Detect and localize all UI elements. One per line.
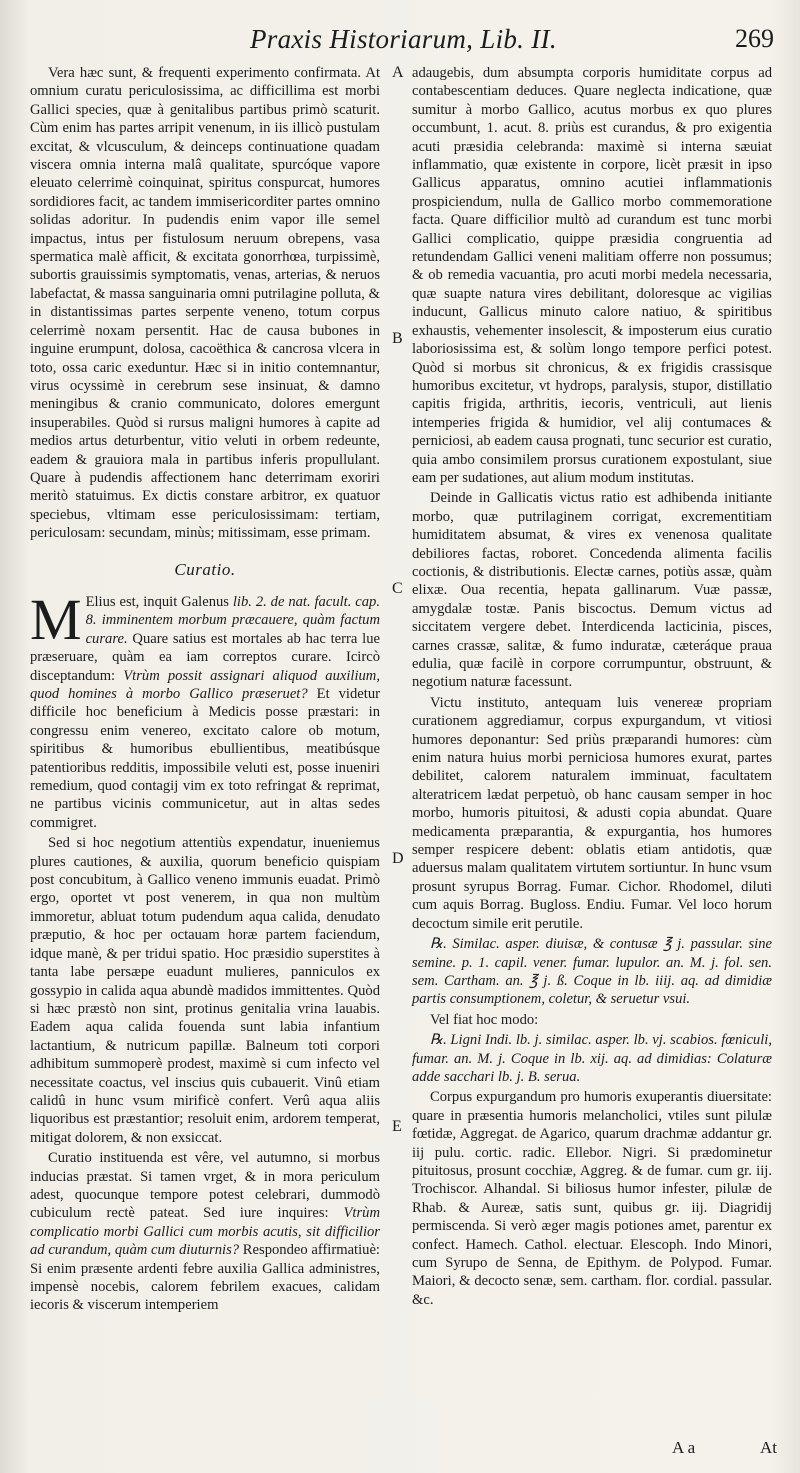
paragraph-curatio-intro — [30, 586, 380, 832]
margin-letter-d: D — [392, 850, 404, 867]
left-column — [30, 64, 380, 1317]
question: Vtrùm possit assignari aliquod auxilium, quod homines à morbo Gallico præseruet? — [30, 667, 380, 702]
paragraph-species: Vera hæc sunt, & frequenti experimento confirmata. At omnium curatu periculosissima, ac difficillima est morbi Gallici species, quæ à genitalibus partibus primò scaturit. Cùm enim has partes arripit venenum, in iis illicò pustulam excitat, & vlcusculum, & deinceps continuatione quadam viscera omnia interna malâ qualitate, spurcóque vapore eleuato celerrimè coinquinat, spiritus conspurcat, humores sordidiores facit, ac tandem immisericorditer partes omnino solidas adoritur. In pudendis enim vapor ille semel impactus, intus per fistulosum neruum obrepens, vasa spermatica malè afficit, & excitata gonorrhœa, turpissimè, subortis grauissimis symptomatis, venas, arterias, & neruos labefactat, & massa sanguinaria omni putrilagine polluta, & in distantissimas partes serpente veneno, totum corpus celerrimè noxam persentit. Hac de causa bubones in inguine erumpunt, dolosa, cacoëthica & cancrosa vlcera in toto, ossa caric exeduntur. Hæc si in initio contemnantur, virus ocyssimè in cerebrum sese insinuat, & damno meningibus & cranio communicato, dolores emergunt insuperabiles. Quòd si rursus maligni humores à capite ad medios artus deturbentur, vitio veluti in orbem redeunte, eadem & grauiora mala in partibus inferis propullulant. Quare à pudendis affectionem hanc deterrimam exoriri meritò statuimus. Ex dictis constare arbitror, ex quatuor speciebus, vltimam esse periculosissimam: tertiam, periculosam: secundam, minùs; mitissimam, esse primam. — [30, 65, 380, 542]
paragraph-timing — [30, 1149, 380, 1315]
text-segment: Et videtur difficile hoc beneficium à Medicis posse præstari: in congressu enim venereo, excitato calore ob motum, spiritibus & humoribus ebullientibus, meatibúsque patentioribus redditis, impossibile veluti est, posse inueniri remedium, quod contagij vim ex toto refringat & reprimat, ne partibus vicinis communicetur, aut in altas sedes commigret. — [30, 686, 380, 831]
paragraph-diet: Deinde in Gallicatis victus ratio est adhibenda initiante morbo, quæ putrilaginem corrigat, excrementitiam humiditatem absumat, & vires ex venenosa qualitate debiliores factas, roboret. Concedenda alimenta facilis coctionis, & distributionis. Electæ carnes, potiùs assæ, quàm elixæ. Oua recentia, hepata gallinarum. Vuæ passæ, amygdalæ tostæ. Panis biscoctus. Demum victus ad siccitatem vergere debet. Interdicenda lacticinia, pisces, carnes crassæ, salitæ, & fumo induratæ, cæteráque praua edulia, quæ facilè in corpore corrumpuntur, obstruunt, & negotium naturæ facessunt. — [412, 490, 772, 691]
text-segment: Elius est, inquit Galenus — [85, 593, 229, 610]
paragraph-prophylaxis: Sed si hoc negotium attentiùs expendatur, inueniemus plures cautiones, & auxilia, quorum beneficio quispiam post concubitum, à Gallico veneno immunis euadat. Primò ergo, oportet vt post venerem, in qua non multùm immoretur, abluat totum pudendum aqua calida, denudato præputio, & hoc per octauam horæ partem faciendum, idque manè, & per tridui spatio. Hoc præsidio superstites à tanta labe persæpe euadunt mulieres, panniculos ex gossypio in calida aqua abundè madidos immittentes. Quòd si hæc præstò non sint, protinus genitalia vrina lauabis. Eadem aqua calida fouenda sunt labia infantium lactantium, & nutricum papillæ. Balneum toti corpori adhibitum summoperè prodest, maximè si cum infecto vel necessitate coactus, vel inscius quis cubauerit. Vinû etiam calidû in hunc vsum mirificè confert. Verû aqua aliis liquoribus est præstantior; resoluit enim, ardorem temperat, mitigat dolorem, & non exsiccat. — [30, 835, 380, 1146]
catchword: At — [760, 1438, 777, 1457]
recipe-intro: Vel fiat hoc modo: — [430, 1011, 539, 1028]
citation: lib. 2. de nat. facult. cap. 8. imminentem morbum præcauere, quàm factum curare. — [85, 593, 380, 647]
margin-letter-c: C — [392, 580, 403, 597]
recipe-decoction-2: ℞. Ligni Indi. lb. j. similac. asper. lb. vj. scabios. fœniculi, fumar. an. M. j. Coque in lb. xij. aq. ad dimidias: Colaturæ adde sacchari lb. j. B. serua. — [412, 1032, 772, 1085]
page-number: 269 — [735, 24, 774, 53]
paragraph-purgation: Corpus expurgandum pro humoris exuperantis diuersitate: quare in præsentia humoris melancholici, vtiles sunt pilulæ fœtidæ, Aggregat. de Agarico, quarum drachmæ addantur gr. iij pulu. cortic. radic. Ellebor. Nigri. Si prædominetur pituitosus, prosunt cocchiæ, Aggreg. & de fumar. cum gr. iij. Trochiscor. Alhandal. Si biliosus humor infester, pilulæ de Rhab. & Aureæ, satis sunt, quibus gr. iij. Diagridij permiscenda. Si verò æger magis potiones amet, parentur ex confect. Hamech. Cathol. electuar. Elescoph. Indo Minori, cum Syrupo de Senna, de Epithym. de Polypod. Fumar. Maiori, & decocto senæ, sem. cartham. flor. cordial. passular. &c. — [412, 1089, 772, 1308]
text-segment: Curatio instituenda est vêre, vel autumno, si morbus inducias præstat. Si tamen vrget, & in mora periculum adest, quocunque tempore potest celebrari, dummodò cubiculum rectè pateat. Sed iure inquires: — [30, 1150, 380, 1222]
section-heading-curatio: Curatio. — [174, 559, 236, 579]
recipe-decoction-1: ℞. Similac. asper. diuisæ, & contusæ ℥ j. passular. sine semine. p. 1. capil. vener. fumar. lupulor. an. M. j. fol. sen. sem. Cartham. an. ℥ j. ß. Coque in lb. iiij. aq. ad dimidiæ partis consumptionem, coletur, & seruetur vsui. — [412, 936, 772, 1008]
running-title: Praxis Historiarum, Lib. II. — [250, 24, 557, 54]
page-header — [0, 18, 800, 58]
text-segment: Respondeo affirmatiuè: Si enim præsente ardenti febre auxilia Gallica administres, impensè nocebis, calorem febrilem exacues, calidam iecoris & viscerum intemperiem — [30, 1242, 380, 1314]
question: Vtrùm complicatio morbi Gallici cum morbis acutis, sit difficilior ad curandum, quàm cum diuturnis? — [30, 1205, 380, 1259]
paragraph-preparation: Victu instituto, antequam luis venereæ propriam curationem aggrediamur, corpus expurgandum, vt vitiosi humores deponantur: Sed priùs præparandi humores: cùm enim natura huius morbi perniciosa humores exurat, partes debilitet, calorem naturalem imminuat, facultatem alteratricem lædat perpetuò, ob hanc causam semper in hoc morbo, humoris pituitosi, & adusti copia abundat. Quare medicamenta præparantia, & expurgantia, hos humores semper respicere debent: oblatis etiam antidotis, quæ aduersus malam qualitatem virtutem sortiuntur. In hunc vsum prosunt syrupus Borrag. Fumar. Cichor. Rhodomel, diluti cum aquis Borrag. Bugloss. Endiu. Fumar. Vel loco horum decoctum simile erit perutile. — [412, 694, 772, 932]
margin-letter-e: E — [392, 1118, 402, 1135]
right-column — [412, 64, 772, 1311]
signature-mark: A a — [672, 1438, 696, 1457]
paragraph-complication: adaugebis, dum absumpta corporis humiditate corpus ad contabescentiam deduces. Quare neglecta indicatione, quæ sumitur à morbo Gallico, acutus morbus ex quo plures occumbunt, 1. acut. 8. priùs est curandus, & pro exigentia acuti præsidia celebranda: maximè si interna sæuiat inflammatio, quæ existente in corpore, licèt præsit in ipso Gallicus apparatus, omnino acutiei inflammationis prospiciendum, nulla de Gallico morbo commemoratione facta. Quare difficilior multò ad curandum est tunc morbi Gallici complicatio, quippe præsidia congruentia ad retundendam Gallici veneni malitiam offerre non possumus; & ob remedia vacuantia, pro acuti morbi medela necessaria, quæ suapte natura vires debilitant, doloresque ac vigilias inducunt, Gallicus minuto calore natiuo, & spiritibus exhaustis, vehementer insolescit, & imposterum eius curatio laboriosissima est, & solùm longo tempore perfici potest. Quòd si morbus sit chronicus, & ex frigidis crassisque humoribus excitetur, vt hydrops, paralysis, stupor, distillatio capitis frigida, arthritis, iecoris, ventriculi, aut lienis intemperies frigida & humidior, vel alij contumaces & perniciosi, ab eadem causa prognati, tunc securior est curatio, quia ambo consimilem prorsus curationem expostulant, siue eam per sudationes, aut alium modum institutas. — [412, 65, 772, 486]
text-segment: Quare satius est mortales ab hac terra lue præseruare, quàm ea iam correptos curare. Icircò disceptandum: — [30, 630, 380, 684]
margin-letter-a: A — [392, 64, 404, 81]
drop-cap: M — [30, 586, 82, 652]
margin-letter-b: B — [392, 330, 403, 347]
